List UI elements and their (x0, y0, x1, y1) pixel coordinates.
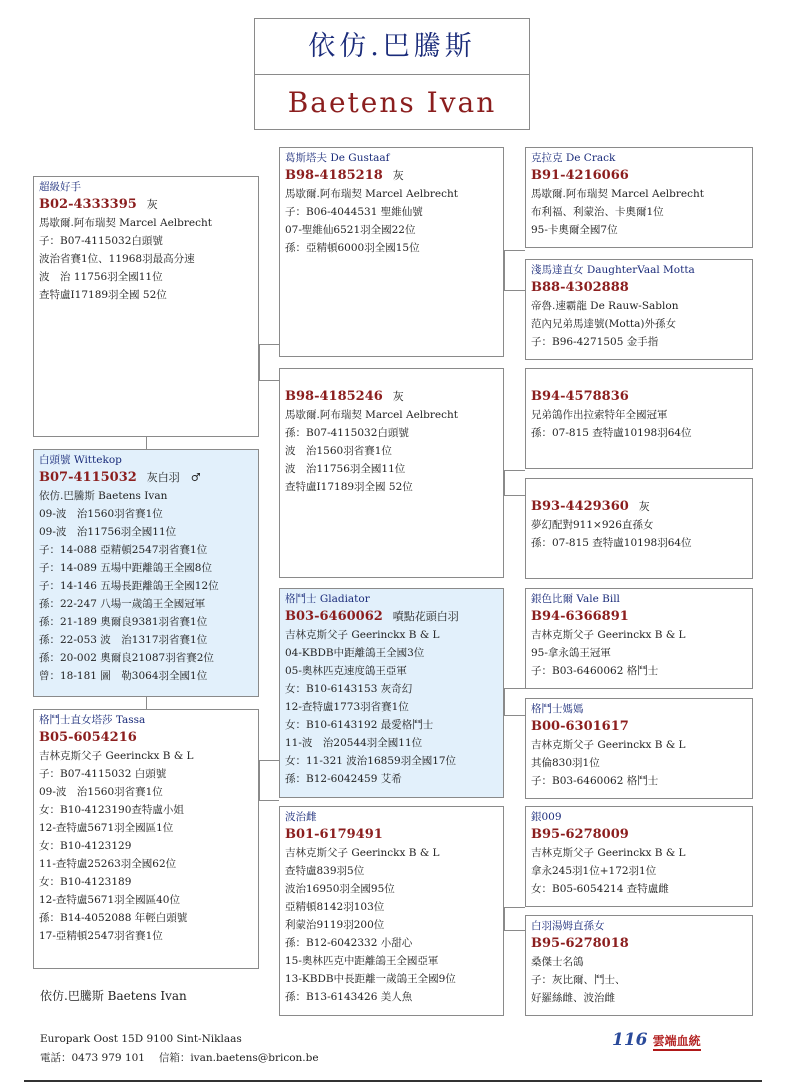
ring-number (531, 934, 747, 953)
pigeon-card-sds (525, 368, 753, 469)
pigeon-info-line: 15-奧林匹克中距離鴿王全國亞軍 (285, 955, 439, 967)
pigeon-info-line: 子：B96-4271505 金手指 (531, 336, 659, 348)
pigeon-info-line: 子：B07-4115032白頭號 (39, 235, 163, 247)
pigeon-card-ddd (525, 915, 753, 1016)
pigeon-info-line: 波 治 11756羽全國11位 (39, 271, 163, 283)
pigeon-info-line: 孫：07-815 查特盧10198羽64位 (531, 537, 692, 549)
pigeon-color: 灰 (146, 198, 158, 211)
pigeon-info-line: 95-拿永鴿王冠軍 (531, 647, 611, 659)
pigeon-info-line: 07-聖維仙6521羽全國22位 (285, 224, 416, 236)
pigeon-color: 灰白羽 ♂ (146, 471, 201, 484)
ring-code: B01-6179491 (285, 827, 383, 842)
pigeon-info-line: 兄弟鴿作出拉索特年全國冠軍 (531, 409, 668, 421)
pigeon-name (531, 482, 747, 497)
pigeon-info-line: 子：14-088 亞精頓2547羽省賽1位 (39, 544, 208, 556)
pigeon-info-line: 12-查特盧1773羽省賽1位 (285, 701, 409, 713)
pigeon-info-line: 吉林克斯父子 Geerinckx B & L (285, 629, 440, 641)
ring-number (39, 728, 253, 747)
ring-code: B02-4333395 (39, 197, 137, 212)
ring-number (531, 387, 747, 406)
ring-number (39, 468, 253, 487)
pigeon-info-line: 09-波 治11756羽全國11位 (39, 526, 177, 538)
ring-code: B94-4578836 (531, 389, 629, 404)
pigeon-info-line: 波治16950羽全國95位 (285, 883, 395, 895)
bottom-divider (24, 1080, 762, 1082)
pigeon-info-line: 孫：B07-4115032白頭號 (285, 427, 409, 439)
pigeon-info-line: 曾：18-181 圖 勒3064羽全國1位 (39, 670, 208, 682)
pigeon-info-line: 女：11-321 波治16859羽全國17位 (285, 755, 457, 767)
pigeon-info-line: 依仿.巴騰斯 Baetens Ivan (39, 490, 168, 502)
pigeon-info-line: 子：14-146 五場長距離鴿王全國12位 (39, 580, 219, 592)
pigeon-name: 葛斯塔夫 De Gustaaf (285, 152, 390, 164)
pigeon-info-line: 吉林克斯父子 Geerinckx B & L (39, 750, 194, 762)
pigeon-color: 灰 (392, 390, 404, 403)
owner-name-chinese: 依仿.巴騰斯 (255, 19, 529, 75)
pigeon-name (285, 372, 498, 387)
pigeon-info-line: 04-KBDB中距離鴿王全國3位 (285, 647, 425, 659)
pigeon-color: 灰 (638, 500, 650, 513)
pigeon-info-line: 09-波 治1560羽省賽1位 (39, 508, 163, 520)
pigeon-info-line: 桑傑士名鴿 (531, 956, 584, 968)
pigeon-name: 白頭號 Wittekop (39, 454, 122, 466)
brand-logo (612, 1030, 701, 1050)
pigeon-info-line: 亞精頓8142羽103位 (285, 901, 385, 913)
pigeon-info-line: 吉林克斯父子 Geerinckx B & L (531, 629, 686, 641)
pigeon-info-line: 女：B10-4123190查特盧小姐 (39, 804, 184, 816)
ring-code: B98-4185246 (285, 389, 383, 404)
pigeon-info-line: 12-查特盧5671羽全國區1位 (39, 822, 174, 834)
pigeon-card-sdd (525, 478, 753, 579)
pigeon-info-line: 馬歇爾.阿布瑞契 Marcel Aelbrecht (531, 188, 704, 200)
ring-code: B94-6366891 (531, 609, 629, 624)
pigeon-info-line: 吉林克斯父子 Geerinckx B & L (285, 847, 440, 859)
ring-number (39, 195, 253, 214)
ring-number (285, 607, 498, 626)
pigeon-info-line: 孫：B13-6143426 美人魚 (285, 991, 413, 1003)
pigeon-name: 銀009 (531, 811, 562, 823)
pigeon-info-line: 13-KBDB中長距離一歲鴿王全國9位 (285, 973, 456, 985)
ring-number (285, 387, 498, 406)
pigeon-info-line: 其倫830羽1位 (531, 757, 600, 769)
pigeon-info-line: 女：B10-6143192 最愛格鬥士 (285, 719, 434, 731)
pigeon-name: 格鬥士直女塔莎 Tassa (39, 714, 146, 726)
owner-name-english: Baetens Ivan (287, 86, 497, 119)
pigeon-name: 超級好手 (39, 181, 81, 193)
pigeon-card-sss (525, 147, 753, 248)
pigeon-info-line: 波 治11756羽全國11位 (285, 463, 406, 475)
ring-number (285, 825, 498, 844)
pigeon-info-line: 子：B07-4115032 白頭號 (39, 768, 167, 780)
pigeon-info-line: 查特盧Ⅰ17189羽全國 52位 (39, 289, 167, 301)
pigeon-name: 格鬥士 Gladiator (285, 593, 370, 605)
pigeon-info-line: 馬歇爾.阿布瑞契 Marcel Aelbrecht (285, 409, 458, 421)
ring-code: B91-4216066 (531, 168, 629, 183)
pigeon-info-line: 好羅絲雌、波治雌 (531, 992, 615, 1004)
ring-code: B95-6278018 (531, 936, 629, 951)
logo-text: 雲端血統 (653, 1034, 701, 1051)
ring-number (531, 497, 747, 516)
ring-code: B07-4115032 (39, 470, 137, 485)
pigeon-color: 噴點花頭白羽 (392, 610, 459, 623)
pigeon-info-line: 11-波 治20544羽全國11位 (285, 737, 423, 749)
pigeon-info-line: 女：B10-4123189 (39, 876, 132, 888)
pigeon-info-line: 范內兄弟馬達號(Motta)外孫女 (531, 318, 676, 330)
pigeon-card-ss (279, 147, 504, 357)
pigeon-card-dd (279, 806, 504, 1016)
ring-number (531, 166, 747, 185)
pigeon-name: 格鬥士媽媽 (531, 703, 584, 715)
logo-number: 116 (612, 1030, 648, 1050)
footer-address: Europark Oost 15D 9100 Sint-Niklaas (40, 1033, 242, 1045)
pigeon-info-line: 孫：B12-6042332 小甜心 (285, 937, 413, 949)
ring-code: B05-6054216 (39, 730, 137, 745)
ring-number (531, 607, 747, 626)
pigeon-info-line: 女：B10-4123129 (39, 840, 132, 852)
footer-contact: 電話：0473 979 101 信箱：ivan.baetens@bricon.be (40, 1052, 319, 1064)
pigeon-info-line: 拿永245羽1位+172羽1位 (531, 865, 657, 877)
pigeon-name: 白羽湯姆直孫女 (531, 920, 605, 932)
pigeon-info-line: 查特盧Ⅰ17189羽全國 52位 (285, 481, 413, 493)
pigeon-card-d (33, 709, 259, 969)
pigeon-name: 波治雌 (285, 811, 317, 823)
pigeon-card-sd (279, 368, 504, 578)
pigeon-info-line: 查特盧839羽5位 (285, 865, 365, 877)
ring-code: B95-6278009 (531, 827, 629, 842)
pigeon-info-line: 帝魯.速霸龍 De Rauw-Sablon (531, 300, 679, 312)
pigeon-info-line: 布利福、利蒙治、卡奧爾1位 (531, 206, 664, 218)
owner-signature: 依仿.巴騰斯 Baetens Ivan (40, 989, 187, 1003)
ring-code: B00-6301617 (531, 719, 629, 734)
pigeon-info-line: 孫：21-189 奧爾良9381羽省賽1位 (39, 616, 208, 628)
pigeon-info-line: 夢幻配對911×926直孫女 (531, 519, 654, 531)
pigeon-info-line: 子：B03-6460062 格鬥士 (531, 775, 659, 787)
pigeon-info-line: 吉林克斯父子 Geerinckx B & L (531, 847, 686, 859)
pigeon-info-line: 波 治1560羽省賽1位 (285, 445, 392, 457)
pigeon-card-ds (279, 588, 504, 798)
pigeon-info-line: 馬歇爾.阿布瑞契 Marcel Aelbrecht (39, 217, 212, 229)
pigeon-card-dsd (525, 698, 753, 799)
pigeon-info-line: 波治省賽1位、11968羽最高分速 (39, 253, 195, 265)
pigeon-info-line: 孫：07-815 查特盧10198羽64位 (531, 427, 692, 439)
pigeon-name: 克拉克 De Crack (531, 152, 616, 164)
pigeon-info-line: 女：B05-6054214 查特盧雌 (531, 883, 669, 895)
pigeon-info-line: 馬歇爾.阿布瑞契 Marcel Aelbrecht (285, 188, 458, 200)
pigeon-info-line: 子：14-089 五場中距離鴿王全國8位 (39, 562, 212, 574)
pigeon-card-ssd (525, 259, 753, 360)
pigeon-info-line: 孫：B14-4052088 年輕白頭號 (39, 912, 188, 924)
pigeon-info-line: 子：B06-4044531 聖維仙號 (285, 206, 423, 218)
ring-number (531, 717, 747, 736)
pigeon-info-line: 子：B03-6460062 格鬥士 (531, 665, 659, 677)
pigeon-info-line: 孫：亞精頓6000羽全國15位 (285, 242, 420, 254)
pigeon-info-line: 孫：22-053 波 治1317羽省賽1位 (39, 634, 208, 646)
pigeon-info-line: 17-亞精頓2547羽省賽1位 (39, 930, 163, 942)
pigeon-info-line: 95-卡奧爾全國7位 (531, 224, 618, 236)
ring-code: B98-4185218 (285, 168, 383, 183)
ring-code: B88-4302888 (531, 280, 629, 295)
pigeon-info-line: 女：B10-6143153 灰奇幻 (285, 683, 413, 695)
ring-number (531, 825, 747, 844)
pigeon-card-main (33, 449, 259, 697)
pigeon-info-line: 孫：22-247 八場一歲鴿王全國冠軍 (39, 598, 206, 610)
pigeon-name: 銀色比爾 Vale Bill (531, 593, 620, 605)
pigeon-info-line: 09-波 治1560羽省賽1位 (39, 786, 163, 798)
pigeon-info-line: 11-查特盧25263羽全國62位 (39, 858, 177, 870)
pigeon-card-dds (525, 806, 753, 907)
ring-number (531, 278, 747, 297)
pigeon-info-line: 05-奧林匹克速度鴿王亞軍 (285, 665, 407, 677)
pigeon-card-s (33, 176, 259, 437)
pigeon-info-line: 孫：B12-6042459 艾希 (285, 773, 402, 785)
pigeon-info-line: 孫：20-002 奧爾良21087羽省賽2位 (39, 652, 214, 664)
pigeon-color: 灰 (392, 169, 404, 182)
pedigree-title (254, 18, 530, 130)
pigeon-info-line: 12-查特盧5671羽全國區40位 (39, 894, 180, 906)
pigeon-name (531, 372, 747, 387)
ring-code: B93-4429360 (531, 499, 629, 514)
pigeon-name: 淺馬達直女 DaughterVaal Motta (531, 264, 695, 276)
pigeon-card-dss (525, 588, 753, 689)
ring-number (285, 166, 498, 185)
pigeon-info-line: 子：灰比爾、鬥士、 (531, 974, 626, 986)
pigeon-info-line: 利蒙治9119羽200位 (285, 919, 385, 931)
ring-code: B03-6460062 (285, 609, 383, 624)
pigeon-info-line: 吉林克斯父子 Geerinckx B & L (531, 739, 686, 751)
